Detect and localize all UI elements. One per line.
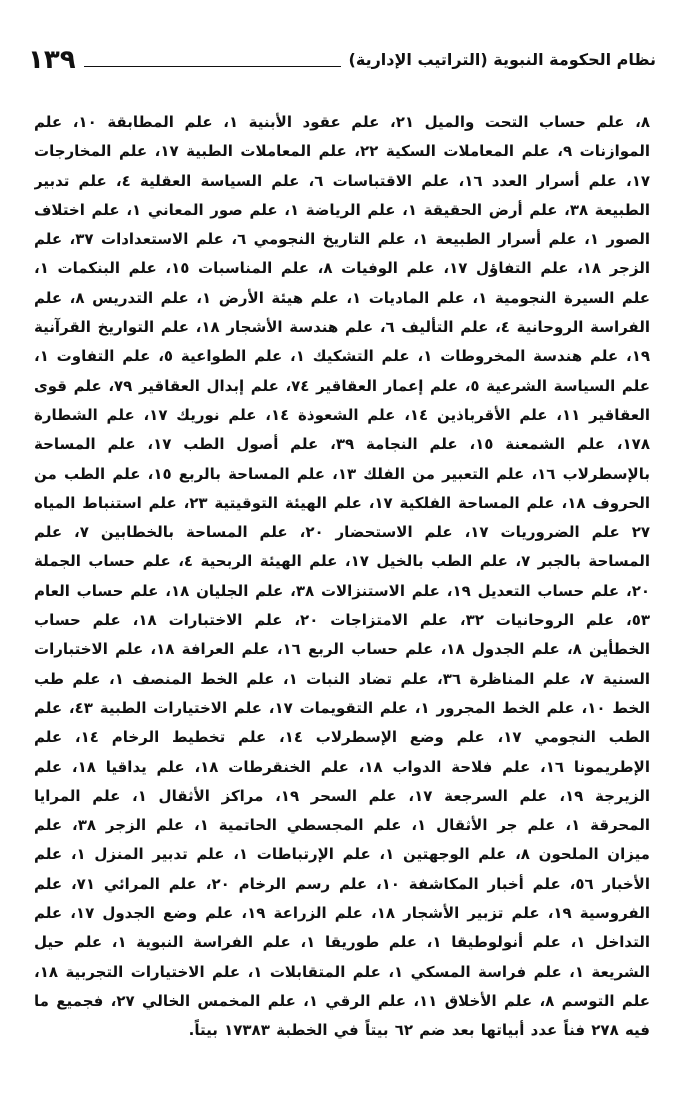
running-title: نظام الحكومة النبوية (التراتيب الإدارية) xyxy=(348,50,656,69)
body-paragraph: ٨، علم حساب التحت والميل ٢١، علم عقود الأبنية ١، علم المطابقة ١٠، علم الموازنات ٩، علم المعاملات السكية ٢٢، علم المعاملات الطبية ١٧، علم المخارجات ١٧، علم أسرار العدد ١٦، علم الاقتباسات ٦، علم السياسة العقلية ٤، علم تدبير الطبيعة ٣٨، علم أرض الحقيقة ١، علم الرياضة ١، علم صور المعاني ١، علم اختلاف الصور ١، علم أسرار الطبيعة ١، علم التاريخ النجومي ٦، علم الاستعدادات ٣٧، علم الزجر ١٨، علم التفاؤل ١٧، علم الوفيات ٨، علم المناسبات ١٥، علم البنكمات ١، علم السيرة النجومية ١، علم الماديات ١، علم هيئة الأرض ١، علم التدريس ٨، علم الفراسة الروحانية ٤، علم التأليف ٦، علم هندسة الأشجار ١٨، علم التواريخ القرآنية ١٩، علم هندسة المخروطات ١، علم التشكيك ١، علم الطواعية ٥، علم التفاوت ١، علم السياسة الشرعية ٥، علم إعمار العقاقير ٧٤، علم إبدال العقاقير ٧٩، علم قوى العقاقير ١١، علم الأقرباذين ١٤، علم الشعوذة ١٤، علم نوريك ١٧، علم الشطارة ١٧٨، علم الشمعنة ١٥، علم النجامة ٣٩، علم أصول الطب ١٧، علم المساحة بالإسطرلاب ١٦، علم التعبير من الفلك ١٣، علم المساحة بالربع ١٥، علم الطب من الحروف ١٨، علم المساحة الفلكية ١٧، علم الهيئة التوقيتية ٢٣، علم استنباط المياه ٢٧ علم الضروريات ١٧، علم الاستحضار ٢٠، علم المساحة بالخطابين ٧، علم المساحة بالجبر ٧، علم الطب بالخيل ١٧، علم الهيئة الربحية ٤، علم حساب الجملة ٢٠، علم حساب التعديل ١٩، علم الاستنزالات ٣٨، علم الجليان ١٨، علم حساب العام ٥٣، علم الروحانيات ٣٢، علم الامتزاجات ٢٠، علم الاختبارات ١٨، علم حساب الخطأين ٨، علم الجدول ١٨، علم حساب الربع ١٦، علم العرافة ١٨، علم الاختبارات السنية ٧، علم المناظرة ٣٦، علم تضاد النبات ١، علم الخط المنصف ١، علم طب الخط ١٠، علم الخط المجرور ١، علم التقويمات ١٧، علم الاختيارات الطبية ٤٣، علم الطب النجومي ١٧، علم وضع الإسطرلاب ١٤، علم تخطيط الرخام ١٤، علم الإطريمونا ١٦، علم فلاحة الدواب ١٨، علم الخنقرطات ١٨، علم يداقيا ١٨، علم الزيرجة ١٩، علم السرجعة ١٧، علم السحر ١٩، مراكز الأثقال ١، علم المرايا المحرقة ١، علم جر الأثقال ١، علم المجسطي الحاتمية ١، علم الزجر ٣٨، علم ميزان الملحون ٨، علم الوجهتين ١، علم الإرتباطات ١، علم تدبير المنزل ١، علم الأخبار ٥٦، علم أخبار المكاشفة ١٠، علم رسم الرخام ٢٠، علم المرائي ٧١، علم الفروسية ١٩، علم تزبير الأشجار ١٨، علم الزراعة ١٩، علم وضع الجدول ١٧، علم التداخل ١، علم أنولوطيقا ١، علم طوريقا ١، علم الفراسة النبوية ١، علم حيل الشريعة ١، علم فراسة المسكي ١، علم المتقابلات ١، علم الاختيارات التجربية ١٨، علم التوسم ٨، علم الأخلاق ١١، علم الرقي ١، علم المخمس الخالي ٢٧، فجميع ما فيه ٢٧٨ فناً عدد أبياتها بعد ضم ٦٢ بيتاً في الخطبة ١٧٣٨٣ بيتاً. xyxy=(34,113,650,1040)
header-rule xyxy=(84,66,341,67)
page-number: ١٣٩ xyxy=(28,45,76,75)
page-header xyxy=(28,42,656,78)
